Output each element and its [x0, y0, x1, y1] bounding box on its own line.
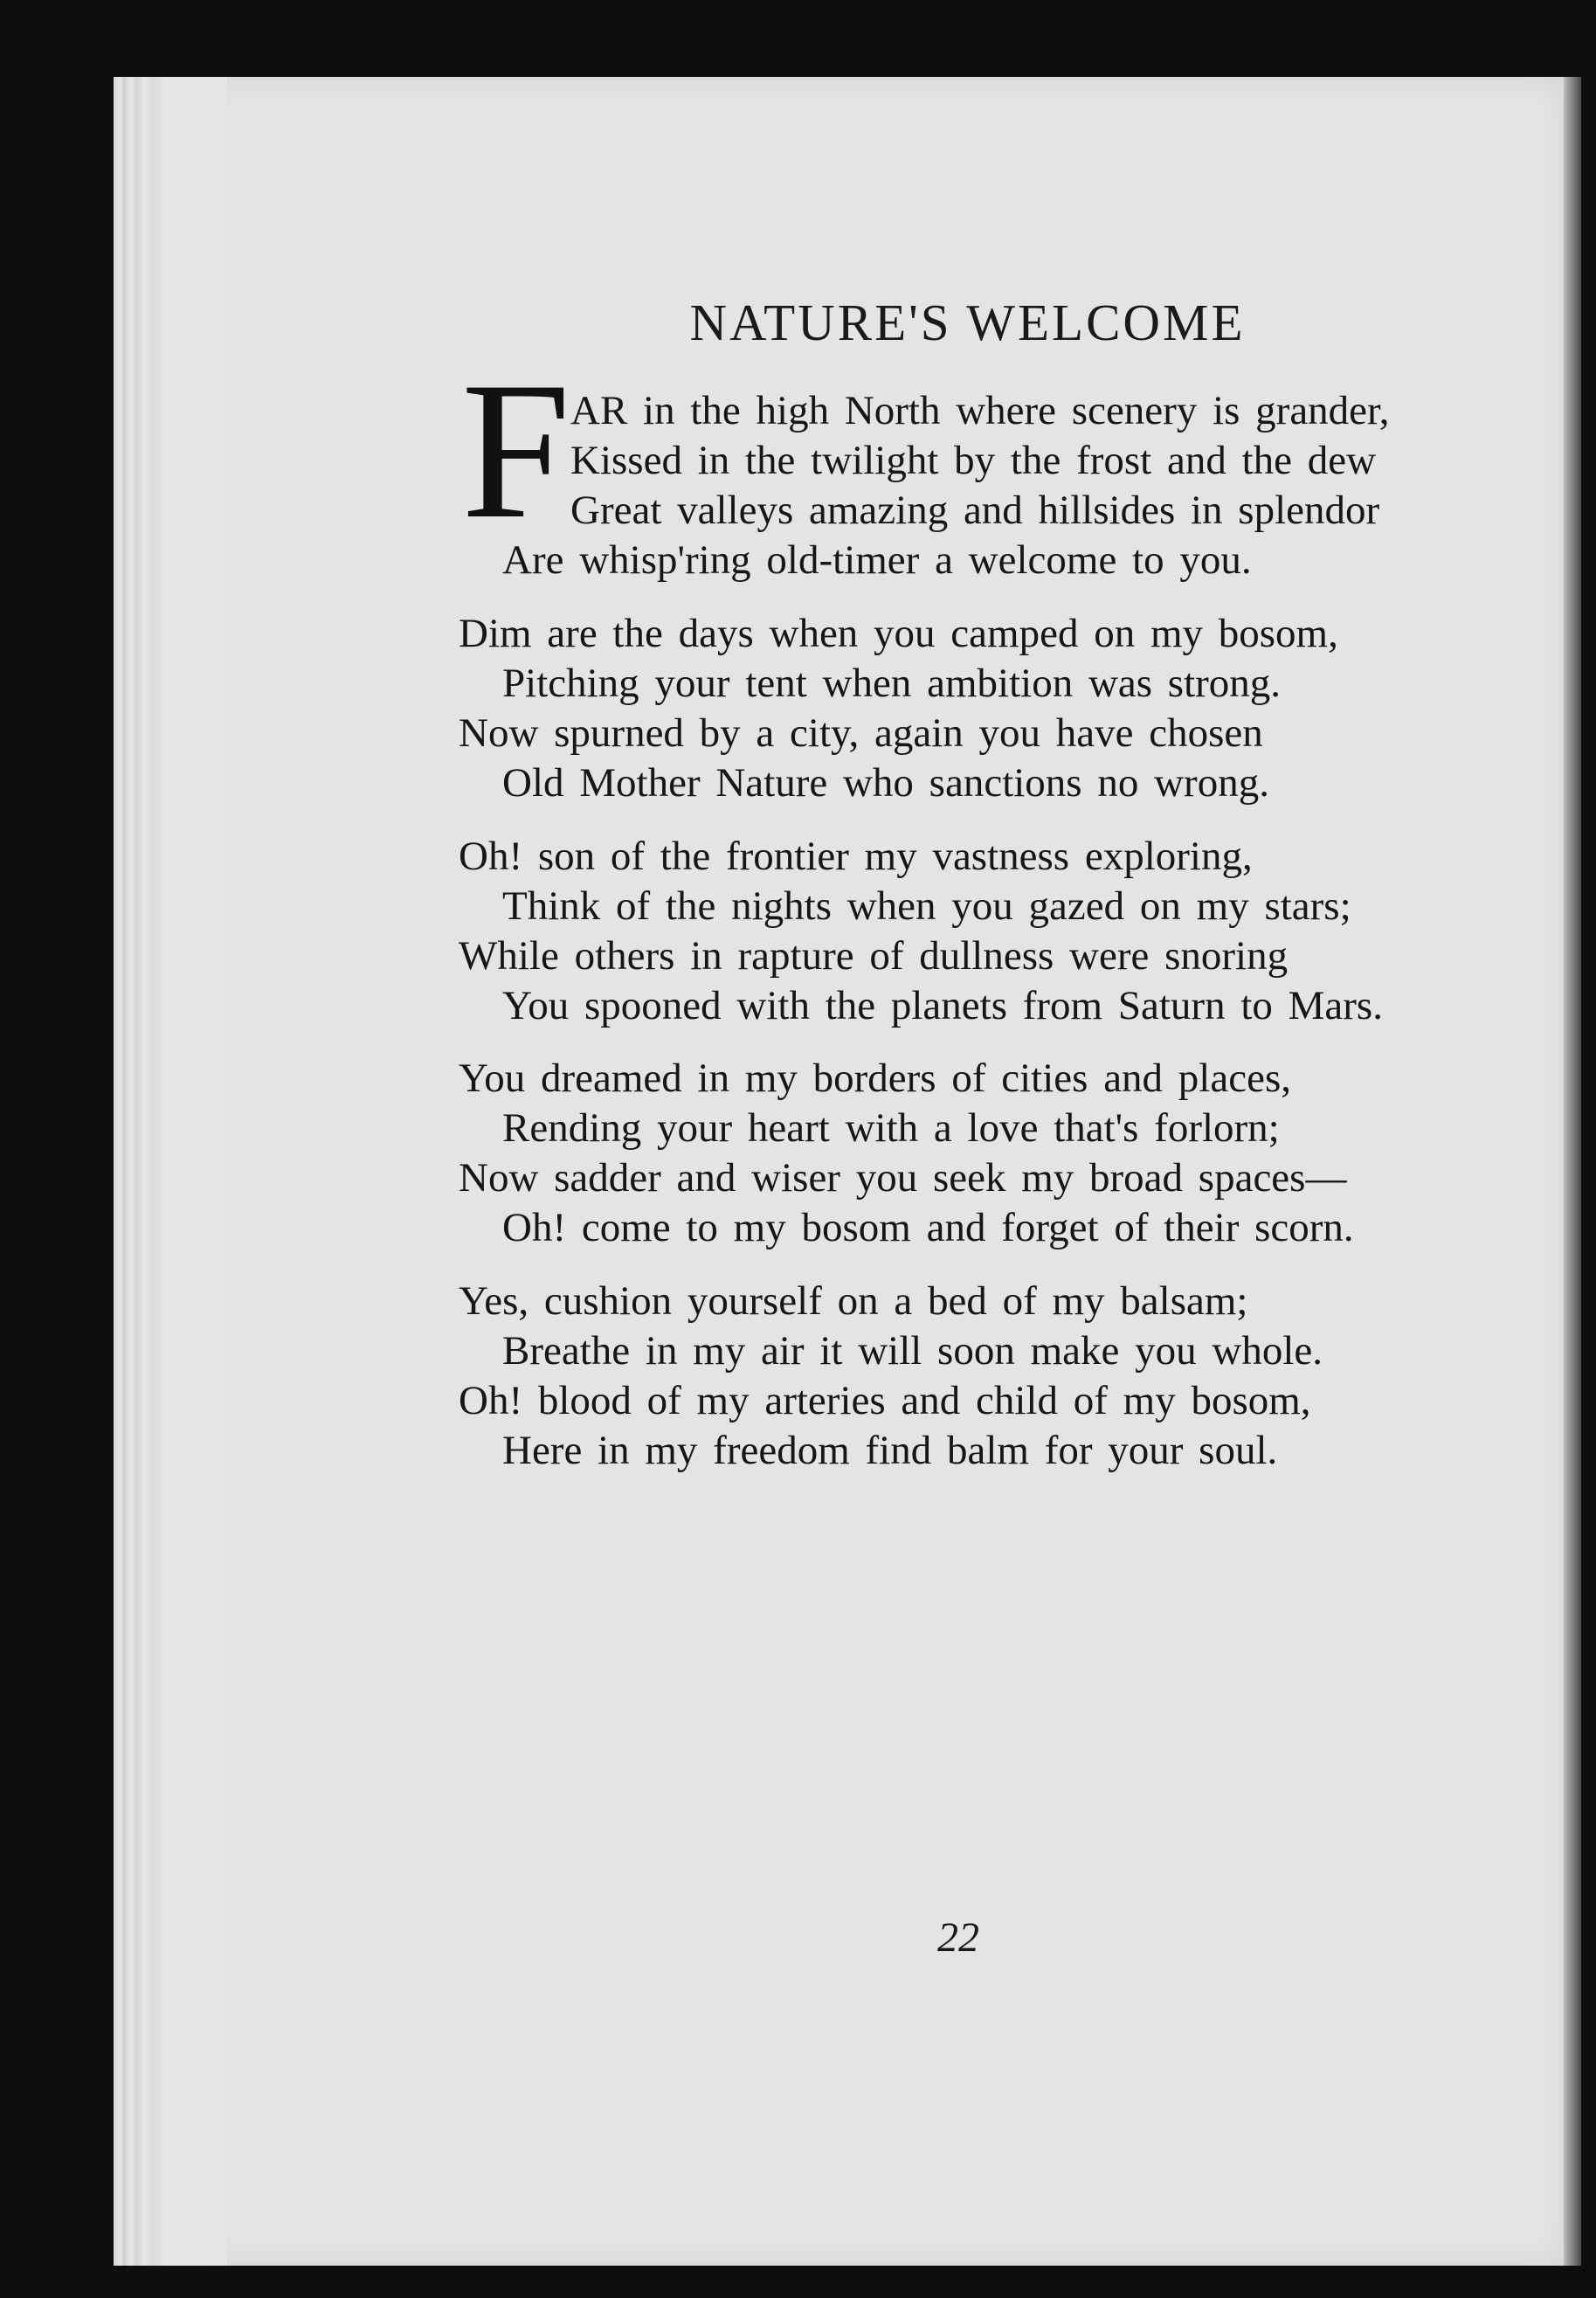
poem-line: Here in my freedom find balm for your soul.: [502, 1428, 1278, 1473]
drop-cap: F: [461, 341, 571, 559]
poem-line: Kissed in the twilight by the frost and the dew: [570, 438, 1377, 483]
poem-line: Dim are the days when you camped on my bosom,: [459, 611, 1338, 656]
poem-line: You spooned with the planets from Saturn to Mars.: [502, 983, 1383, 1028]
poem-line: Oh! blood of my arteries and child of my bosom,: [459, 1378, 1311, 1423]
poem-line: Yes, cushion yourself on a bed of my balsam;: [459, 1278, 1248, 1324]
poem-line: Oh! come to my bosom and forget of their scorn.: [502, 1205, 1354, 1250]
poem-line: Oh! son of the frontier my vastness exploring,: [459, 834, 1253, 879]
poem-line: Now sadder and wiser you seek my broad spaces—: [459, 1155, 1347, 1201]
poem-line: Great valleys amazing and hillsides in splendor: [570, 488, 1380, 533]
poem-line: Old Mother Nature who sanctions no wrong.: [502, 760, 1269, 806]
page-binding-edge: [114, 77, 227, 2266]
page-right-edge: [1564, 77, 1581, 2266]
poem-line: Pitching your tent when ambition was strong.: [502, 661, 1282, 706]
poem-line: Think of the nights when you gazed on my stars;: [502, 883, 1351, 929]
poem-line: While others in rapture of dullness were snoring: [459, 933, 1289, 979]
poem-line: Rending your heart with a love that's forlorn;: [502, 1105, 1280, 1151]
page-number: 22: [937, 1914, 979, 1961]
poem-line: Are whisp'ring old-timer a welcome to you.: [502, 537, 1252, 583]
poem-title: NATURE'S WELCOME: [689, 294, 1246, 351]
poem-line: You dreamed in my borders of cities and places,: [459, 1056, 1291, 1101]
poem-line: AR in the high North where scenery is grander,: [570, 388, 1390, 433]
poem-line: Breathe in my air it will soon make you whole.: [502, 1328, 1323, 1374]
poem-line: Now spurned by a city, again you have chosen: [459, 710, 1263, 756]
